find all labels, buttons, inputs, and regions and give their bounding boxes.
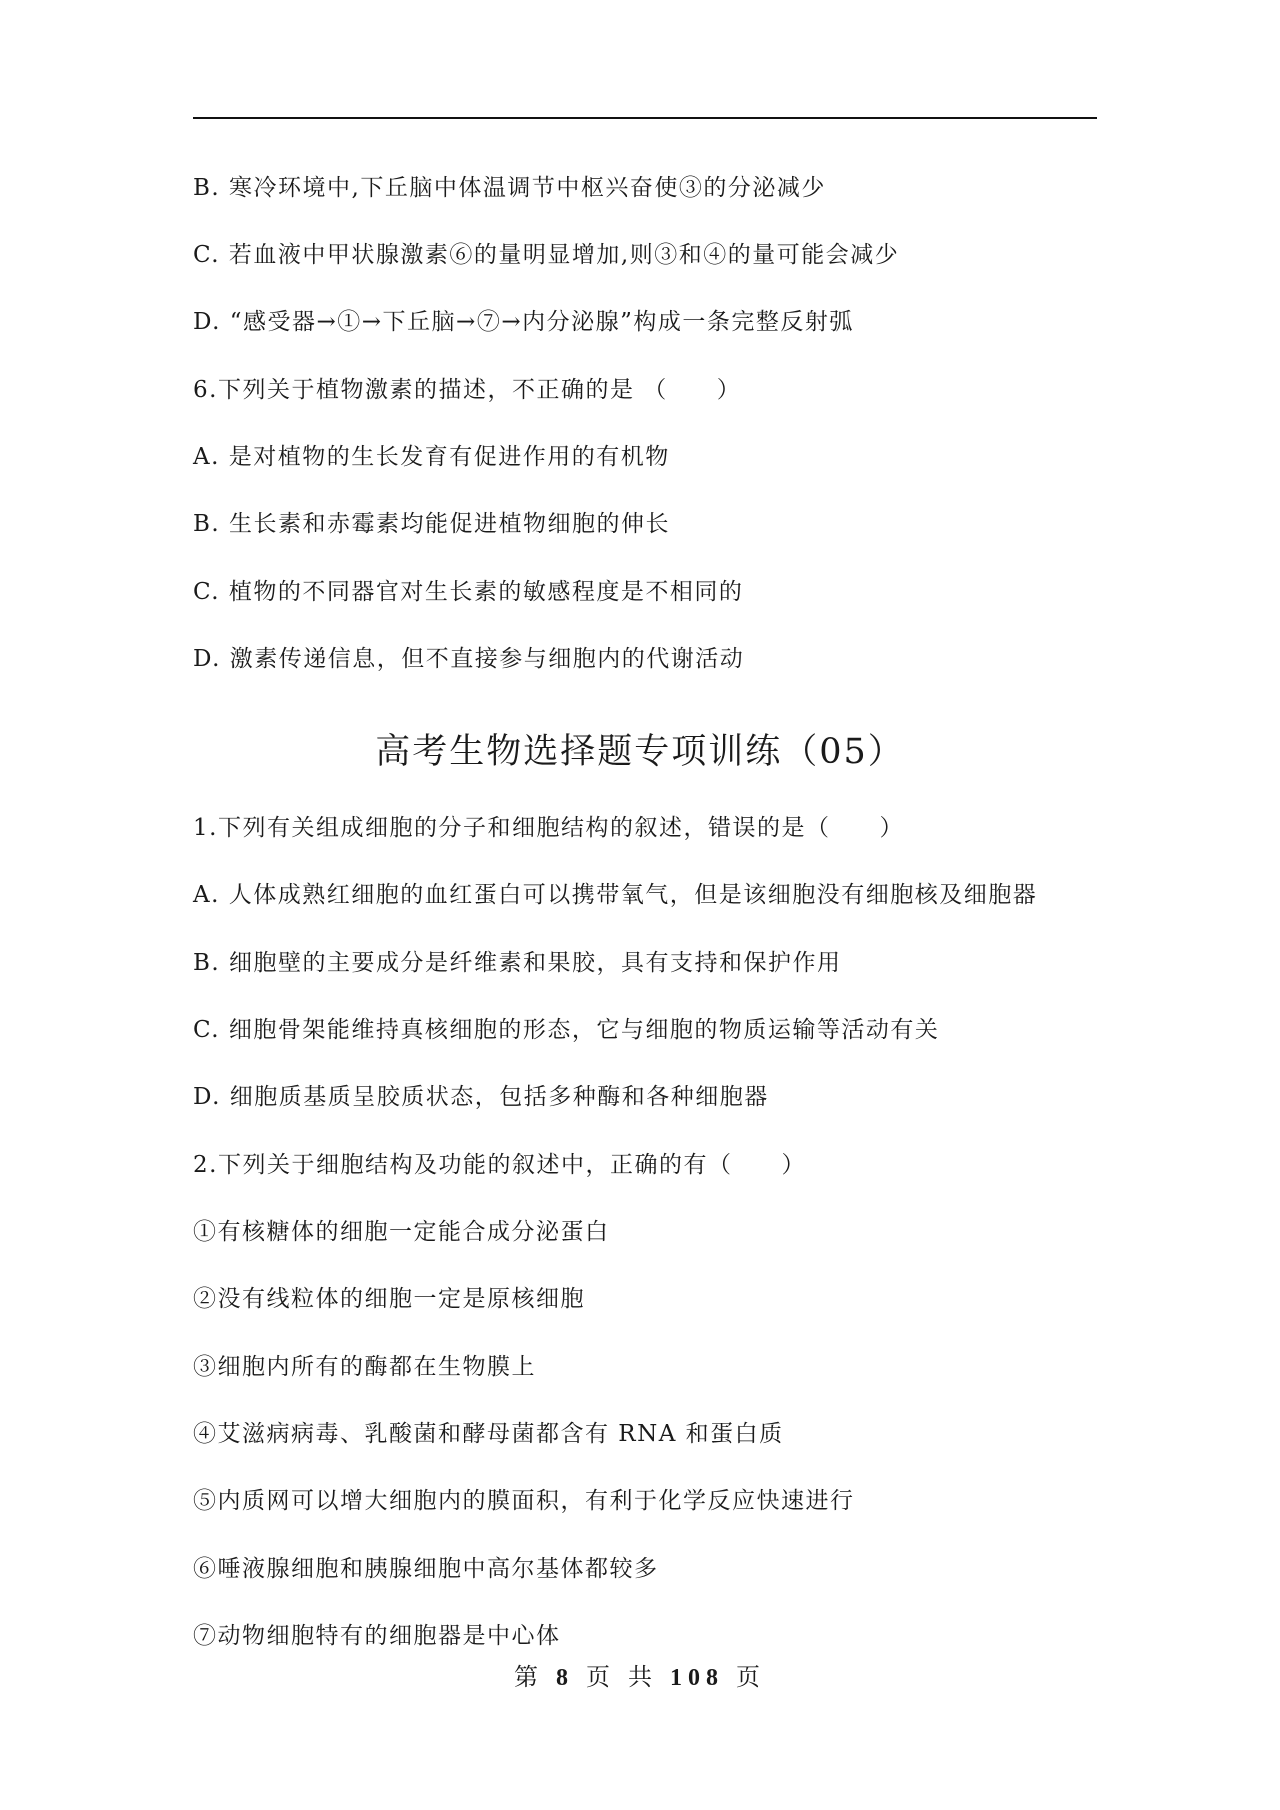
question-line: 6.下列关于植物激素的描述，不正确的是 （ ） bbox=[193, 377, 742, 403]
statement-line: ③细胞内所有的酶都在生物膜上 bbox=[193, 1354, 536, 1380]
statement-line: ④艾滋病病毒、乳酸菌和酵母菌都含有 RNA 和蛋白质 bbox=[193, 1421, 784, 1447]
option-line: B. 细胞壁的主要成分是纤维素和果胶，具有支持和保护作用 bbox=[193, 950, 842, 976]
option-line: C. 细胞骨架能维持真核细胞的形态，它与细胞的物质运输等活动有关 bbox=[193, 1017, 940, 1043]
statement-line: ②没有线粒体的细胞一定是原核细胞 bbox=[193, 1286, 585, 1312]
option-line: C. 若血液中甲状腺激素⑥的量明显增加,则③和④的量可能会减少 bbox=[193, 242, 900, 268]
question-line: 2.下列关于细胞结构及功能的叙述中，正确的有（ ） bbox=[193, 1152, 806, 1178]
statement-line: ⑦动物细胞特有的细胞器是中心体 bbox=[193, 1623, 561, 1649]
option-line: D. 激素传递信息，但不直接参与细胞内的代谢活动 bbox=[193, 646, 745, 672]
question-line: 1.下列有关组成细胞的分子和细胞结构的叙述，错误的是（ ） bbox=[193, 815, 904, 841]
statement-line: ⑤内质网可以增大细胞内的膜面积，有利于化学反应快速进行 bbox=[193, 1488, 855, 1514]
statement-line: ①有核糖体的细胞一定能合成分泌蛋白 bbox=[193, 1219, 610, 1245]
section-title: 高考生物选择题专项训练（05） bbox=[375, 732, 905, 772]
page-footer bbox=[0, 1663, 1280, 1693]
footer-mid: 页 共 bbox=[586, 1665, 658, 1691]
option-line: B. 寒冷环境中,下丘脑中体温调节中枢兴奋使③的分泌减少 bbox=[193, 175, 826, 201]
footer-pre: 第 bbox=[514, 1665, 544, 1691]
footer-post: 页 bbox=[736, 1665, 766, 1691]
option-line: A. 是对植物的生长发育有促进作用的有机物 bbox=[193, 444, 670, 470]
option-line: A. 人体成熟红细胞的血红蛋白可以携带氧气，但是该细胞没有细胞核及细胞器 bbox=[193, 882, 1038, 908]
header-rule bbox=[193, 117, 1097, 119]
option-line: C. 植物的不同器官对生长素的敏感程度是不相同的 bbox=[193, 579, 744, 605]
footer-page-number: 8 bbox=[556, 1665, 574, 1691]
footer-total-pages: 108 bbox=[670, 1665, 724, 1691]
option-line: D. “感受器→①→下丘脑→⑦→内分泌腺”构成一条完整反射弧 bbox=[193, 309, 854, 335]
option-line: B. 生长素和赤霉素均能促进植物细胞的伸长 bbox=[193, 511, 671, 537]
option-line: D. 细胞质基质呈胶质状态，包括多种酶和各种细胞器 bbox=[193, 1084, 769, 1110]
statement-line: ⑥唾液腺细胞和胰腺细胞中高尔基体都较多 bbox=[193, 1556, 659, 1582]
